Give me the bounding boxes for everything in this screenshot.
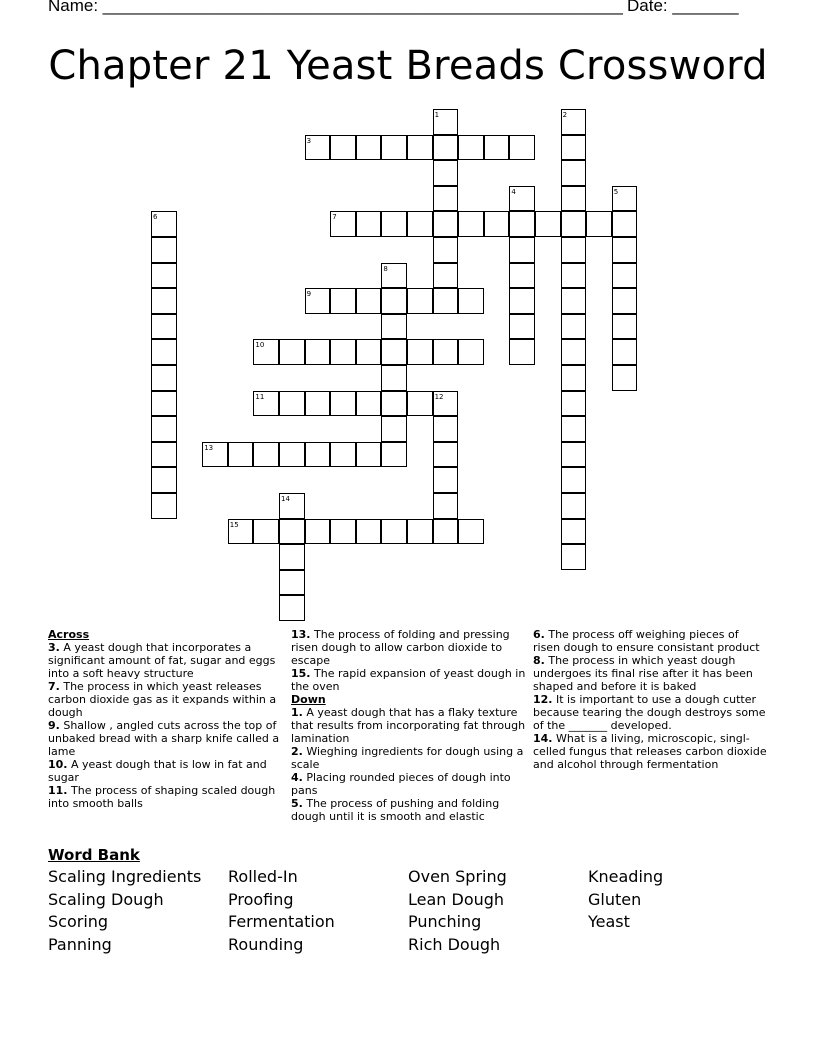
grid-cell[interactable] — [612, 211, 638, 237]
clue-down-1: 1. A yeast dough that has a flaky texture that results from incorporating fat through lamination — [291, 706, 526, 745]
clue-number: 3 — [306, 136, 312, 145]
grid-cell[interactable] — [612, 314, 638, 340]
grid-cell[interactable] — [612, 237, 638, 263]
page-title: Chapter 21 Yeast Breads Crossword — [48, 43, 768, 89]
grid-cell[interactable] — [356, 135, 382, 161]
grid-cell[interactable] — [151, 314, 177, 340]
clue-number: 13 — [204, 443, 214, 452]
clue-down-12: 12. It is important to use a dough cutter because tearing the dough destroys some of the _______ developed. — [533, 693, 766, 732]
grid-cell[interactable] — [509, 339, 535, 365]
date-field[interactable]: Date: _______ — [627, 0, 739, 15]
clues-column-1 — [48, 628, 284, 810]
grid-cell[interactable] — [253, 442, 279, 468]
word-bank-item: Punching — [408, 912, 482, 931]
grid-cell[interactable] — [381, 416, 407, 442]
grid-cell[interactable] — [253, 519, 279, 545]
clue-number: 14 — [281, 495, 290, 503]
grid-cell[interactable] — [458, 135, 484, 161]
grid-cell[interactable] — [305, 339, 331, 365]
grid-cell[interactable] — [305, 442, 331, 468]
grid-cell[interactable] — [202, 442, 228, 468]
grid-cell[interactable] — [381, 211, 407, 237]
grid-cell[interactable] — [433, 211, 459, 237]
clue-across-11: 11. The process of shaping scaled dough into smooth balls — [48, 784, 276, 810]
clue-down-8: 8. The process in which yeast dough undergoes its final rise after it has been shaped and before it is baked — [533, 654, 753, 693]
grid-cell[interactable] — [279, 595, 305, 621]
grid-cell[interactable] — [279, 442, 305, 468]
grid-cell[interactable] — [433, 339, 459, 365]
clue-number: 4 — [511, 187, 516, 196]
grid-cell[interactable] — [151, 416, 177, 442]
grid-cell[interactable] — [381, 391, 407, 417]
grid-cell[interactable] — [381, 263, 407, 289]
grid-cell[interactable] — [330, 391, 356, 417]
grid-cell[interactable] — [228, 519, 254, 545]
grid-cell[interactable] — [458, 339, 484, 365]
clue-number: 7 — [332, 213, 337, 222]
grid-cell[interactable] — [381, 365, 407, 391]
grid-cell[interactable] — [279, 519, 305, 545]
grid-cell[interactable] — [484, 211, 510, 237]
grid-cell[interactable] — [305, 519, 331, 545]
grid-cell[interactable] — [356, 339, 382, 365]
clue-number: 10 — [255, 341, 265, 350]
clue-across-10: 10. A yeast dough that is low in fat and sugar — [48, 758, 267, 784]
grid-cell[interactable] — [612, 288, 638, 314]
grid-cell[interactable] — [151, 288, 177, 314]
clue-number: 11 — [255, 392, 265, 401]
clue-number: 5 — [613, 187, 619, 196]
grid-cell[interactable] — [356, 519, 382, 545]
grid-cell[interactable] — [330, 211, 356, 237]
grid-cell[interactable] — [612, 186, 638, 212]
grid-cell[interactable] — [356, 211, 382, 237]
grid-cell[interactable] — [279, 493, 305, 519]
grid-cell[interactable] — [433, 288, 459, 314]
clue-number: 9 — [306, 290, 312, 299]
grid-cell[interactable] — [561, 211, 587, 237]
grid-cell[interactable] — [561, 493, 587, 519]
grid-cell[interactable] — [279, 391, 305, 417]
word-bank-item: Rich Dough — [408, 935, 501, 954]
grid-cell[interactable] — [509, 288, 535, 314]
grid-cell[interactable] — [509, 186, 535, 212]
grid-cell[interactable] — [433, 160, 459, 186]
grid-cell[interactable] — [561, 391, 587, 417]
grid-cell[interactable] — [433, 263, 459, 289]
clue-down-4: 4. Placing rounded pieces of dough into pans — [291, 771, 511, 797]
grid-cell[interactable] — [305, 288, 331, 314]
word-bank-item: Kneading — [588, 867, 664, 886]
grid-cell[interactable] — [433, 186, 459, 212]
grid-cell[interactable] — [253, 339, 279, 365]
grid-cell[interactable] — [228, 442, 254, 468]
grid-cell[interactable] — [433, 442, 459, 468]
grid-cell[interactable] — [151, 442, 177, 468]
grid-cell[interactable] — [561, 186, 587, 212]
down-heading: Down — [291, 693, 326, 706]
grid-cell[interactable] — [458, 288, 484, 314]
word-bank-item: Panning — [48, 935, 112, 954]
grid-cell[interactable] — [433, 237, 459, 263]
grid-cell[interactable] — [561, 288, 587, 314]
clue-down-14: 14. What is a living, microscopic, singl-celled fungus that releases carbon dioxide and alcohol through fermentation — [533, 732, 767, 771]
grid-cell[interactable] — [561, 365, 587, 391]
grid-cell[interactable] — [305, 135, 331, 161]
grid-cell[interactable] — [458, 519, 484, 545]
grid-cell[interactable] — [484, 135, 510, 161]
word-bank-item: Yeast — [588, 912, 630, 931]
clue-down-2: 2. Wieghing ingredients for dough using a scale — [291, 745, 524, 771]
grid-cell[interactable] — [561, 416, 587, 442]
grid-cell[interactable] — [561, 467, 587, 493]
grid-cell[interactable] — [330, 339, 356, 365]
word-bank-item: Rolled-In — [228, 867, 298, 886]
word-bank-item: Scaling Ingredients — [48, 867, 202, 886]
grid-cell[interactable] — [458, 211, 484, 237]
grid-cell[interactable] — [561, 519, 587, 545]
clue-across-13: 13. The process of folding and pressing risen dough to allow carbon dioxide to escape — [291, 628, 510, 667]
grid-cell[interactable] — [279, 544, 305, 570]
clue-number: 12 — [434, 392, 444, 401]
grid-cell[interactable] — [561, 544, 587, 570]
grid-cell[interactable] — [433, 391, 459, 417]
grid-cell[interactable] — [151, 493, 177, 519]
grid-cell[interactable] — [407, 135, 433, 161]
grid-cell[interactable] — [561, 135, 587, 161]
clue-down-5: 5. The process of pushing and folding dough until it is smooth and elastic — [291, 797, 500, 823]
across-heading: Across — [48, 628, 90, 641]
grid-cell[interactable] — [509, 211, 535, 237]
grid-cell[interactable] — [330, 442, 356, 468]
word-bank-title: Word Bank — [48, 846, 140, 864]
word-bank-item: Lean Dough — [408, 890, 505, 909]
clue-across-9: 9. Shallow , angled cuts across the top of unbaked bread with a sharp knife called a lame — [48, 719, 280, 758]
grid-cell[interactable] — [433, 135, 459, 161]
clue-number: 1 — [434, 111, 440, 119]
grid-cell[interactable] — [381, 519, 407, 545]
grid-cell[interactable] — [509, 314, 535, 340]
clue-number: 2 — [562, 111, 568, 119]
grid-cell[interactable] — [330, 519, 356, 545]
clue-across-3: 3. A yeast dough that incorporates a significant amount of fat, sugar and eggs into a soft heavy structure — [48, 641, 276, 680]
grid-cell[interactable] — [612, 263, 638, 289]
grid-cell[interactable] — [279, 570, 305, 596]
grid-cell[interactable] — [356, 391, 382, 417]
grid-cell[interactable] — [381, 339, 407, 365]
grid-cell[interactable] — [612, 365, 638, 391]
grid-cell[interactable] — [586, 211, 612, 237]
word-bank-item: Fermentation — [228, 912, 335, 931]
grid-cell[interactable] — [151, 211, 177, 237]
grid-cell[interactable] — [509, 263, 535, 289]
grid-cell[interactable] — [561, 339, 587, 365]
clue-down-6: 6. The process off weighing pieces of risen dough to ensure consistant product — [533, 628, 760, 654]
word-bank-item: Scaling Dough — [48, 890, 164, 909]
grid-cell[interactable] — [381, 135, 407, 161]
clues-column-3 — [533, 628, 769, 771]
grid-cell[interactable] — [381, 288, 407, 314]
grid-cell[interactable] — [433, 519, 459, 545]
grid-cell[interactable] — [433, 416, 459, 442]
word-bank-item: Gluten — [588, 890, 642, 909]
grid-cell[interactable] — [305, 391, 331, 417]
grid-cell[interactable] — [433, 493, 459, 519]
grid-cell[interactable] — [407, 288, 433, 314]
grid-cell[interactable] — [330, 288, 356, 314]
grid-cell[interactable] — [330, 135, 356, 161]
clue-number: 15 — [229, 520, 239, 529]
grid-cell[interactable] — [356, 442, 382, 468]
grid-cell[interactable] — [151, 467, 177, 493]
grid-cell[interactable] — [433, 109, 459, 135]
clue-number: 6 — [153, 213, 158, 222]
grid-cell[interactable] — [151, 391, 177, 417]
clue-across-7: 7. The process in which yeast releases carbon dioxide gas as it expands within a dough — [48, 680, 277, 719]
grid-cell[interactable] — [561, 109, 587, 135]
grid-cell[interactable] — [151, 263, 177, 289]
grid-cell[interactable] — [279, 339, 305, 365]
grid-cell[interactable] — [561, 263, 587, 289]
clues-column-2 — [291, 628, 527, 823]
grid-cell[interactable] — [151, 237, 177, 263]
word-bank-item: Oven Spring — [408, 867, 507, 886]
grid-cell[interactable] — [151, 339, 177, 365]
grid-cell[interactable] — [151, 365, 177, 391]
grid-cell[interactable] — [407, 519, 433, 545]
grid-cell[interactable] — [561, 160, 587, 186]
grid-cell[interactable] — [381, 442, 407, 468]
grid-cell[interactable] — [509, 237, 535, 263]
grid-cell[interactable] — [407, 211, 433, 237]
grid-cell[interactable] — [407, 391, 433, 417]
grid-cell[interactable] — [356, 288, 382, 314]
word-bank-item: Scoring — [48, 912, 109, 931]
grid-cell[interactable] — [561, 442, 587, 468]
word-bank-item: Rounding — [228, 935, 304, 954]
grid-cell[interactable] — [433, 467, 459, 493]
grid-cell[interactable] — [561, 237, 587, 263]
grid-cell[interactable] — [612, 339, 638, 365]
grid-cell[interactable] — [509, 135, 535, 161]
grid-cell[interactable] — [381, 314, 407, 340]
clue-across-15: 15. The rapid expansion of yeast dough in the oven — [291, 667, 526, 693]
grid-cell[interactable] — [253, 391, 279, 417]
grid-cell[interactable] — [561, 314, 587, 340]
word-bank-item: Proofing — [228, 890, 294, 909]
grid-cell[interactable] — [535, 211, 561, 237]
name-field[interactable]: Name: _______________________________________________________ — [48, 0, 623, 15]
clue-number: 8 — [383, 264, 388, 273]
grid-cell[interactable] — [407, 339, 433, 365]
